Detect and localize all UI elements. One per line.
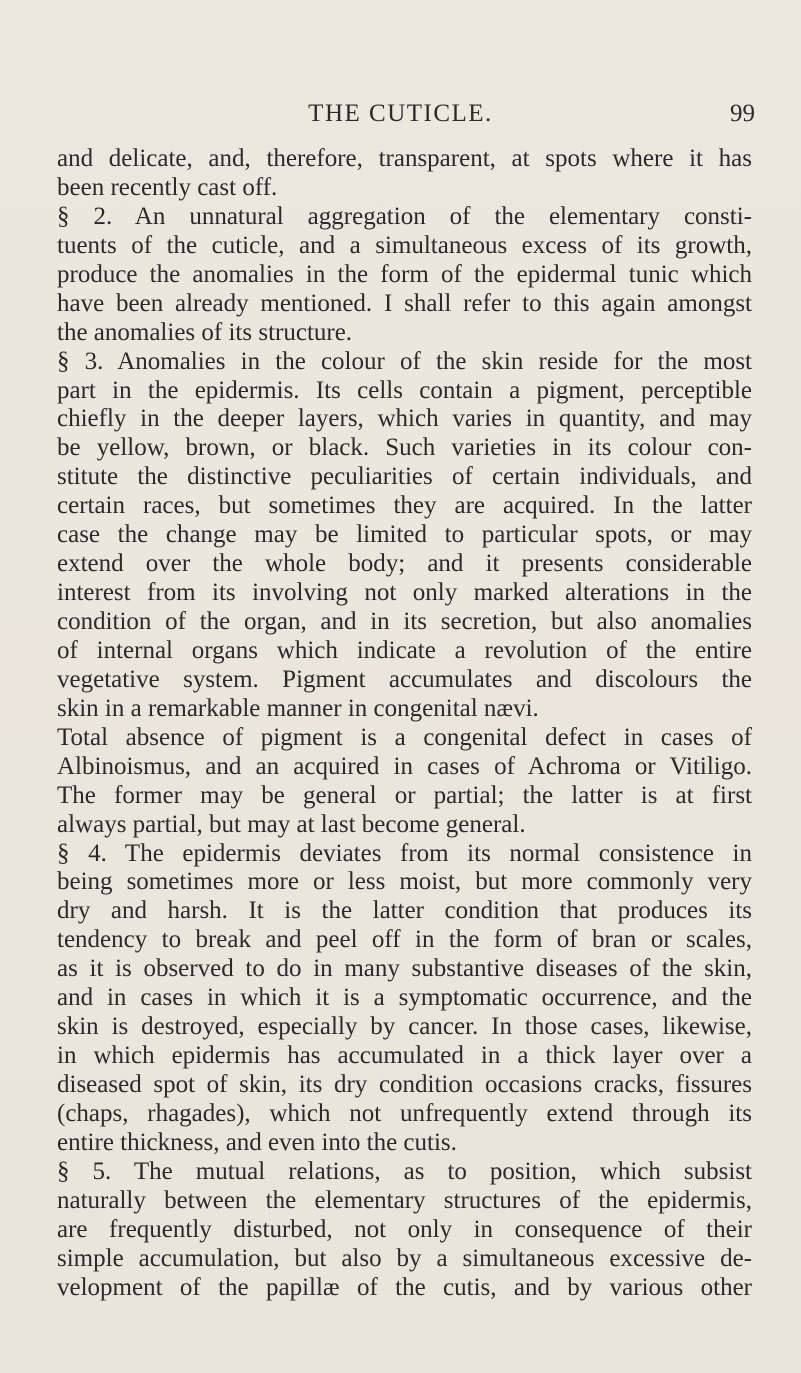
text-line: the anomalies of its structure. — [57, 318, 353, 346]
text-line: § 3. Anomalies in the colour of the skin reside for the most — [57, 347, 752, 375]
text-line: condition of the organ, and in its secretion, but also anomalies — [57, 608, 752, 635]
text-line: tendency to break and peel off in the form of bran or scales, — [57, 926, 752, 954]
text-line: diseased spot of skin, its dry condition occasions cracks, fissures — [57, 1071, 752, 1098]
text-line: produce the anomalies in the form of the epidermal tunic which — [57, 260, 752, 288]
text-line: naturally between the elementary structures of the epidermis, — [57, 1186, 752, 1214]
text-line: as it is observed to do in many substantive diseases of the skin, — [57, 955, 752, 983]
body-text — [57, 145, 752, 1303]
text-line: be yellow, brown, or black. Such varieties in its colour con- — [57, 434, 752, 462]
text-line: of internal organs which indicate a revolution of the entire — [57, 636, 752, 664]
text-line: (chaps, rhagades), which not unfrequently extend through its — [57, 1099, 752, 1127]
text-line: § 4. The epidermis deviates from its normal consistence in — [57, 839, 752, 867]
text-line: have been already mentioned. I shall refer to this again amongst — [57, 289, 752, 317]
running-head: THE CUTICLE. — [308, 100, 493, 127]
text-line: Total absence of pigment is a congenital defect in cases of — [57, 723, 752, 751]
text-line: dry and harsh. It is the latter condition that produces its — [57, 897, 752, 925]
text-line: in which epidermis has accumulated in a thick layer over a — [57, 1042, 752, 1070]
text-line: part in the epidermis. Its cells contain a pigment, perceptible — [57, 376, 752, 404]
text-line: tuents of the cuticle, and a simultaneous excess of its growth, — [57, 231, 752, 259]
text-line: are frequently disturbed, not only in consequence of their — [57, 1215, 752, 1243]
text-line: extend over the whole body; and it presents considerable — [57, 550, 752, 578]
text-line: Albinoismus, and an acquired in cases of Achroma or Vitiligo. — [57, 752, 752, 780]
text-line: and in cases in which it is a symptomatic occurrence, and the — [57, 984, 752, 1012]
text-line: § 2. An unnatural aggregation of the elementary consti- — [57, 202, 752, 230]
text-line: certain races, but sometimes they are acquired. In the latter — [57, 492, 752, 520]
text-line: vegetative system. Pigment accumulates and discolours the — [57, 665, 752, 693]
text-line: simple accumulation, but also by a simultaneous excessive de- — [57, 1244, 752, 1272]
text-line: skin in a remarkable manner in congenital nævi. — [57, 694, 539, 722]
text-line: been recently cast off. — [57, 173, 278, 201]
page-header — [0, 100, 801, 134]
text-line: case the change may be limited to particular spots, or may — [57, 521, 752, 549]
text-line: The former may be general or partial; the latter is at first — [57, 781, 752, 809]
text-line: § 5. The mutual relations, as to position, which subsist — [57, 1157, 752, 1185]
text-line: stitute the distinctive peculiarities of certain individuals, and — [57, 463, 752, 491]
text-line: chiefly in the deeper layers, which varies in quantity, and may — [57, 405, 752, 433]
text-line: skin is destroyed, especially by cancer. In those cases, likewise, — [57, 1013, 752, 1041]
text-line: velopment of the papillæ of the cutis, and by various other — [57, 1273, 752, 1301]
text-line: entire thickness, and even into the cutis. — [57, 1128, 457, 1156]
text-line: always partial, but may at last become general. — [57, 810, 526, 838]
text-line: being sometimes more or less moist, but more commonly very — [57, 868, 752, 896]
text-line: interest from its involving not only marked alterations in the — [57, 579, 752, 607]
text-line: and delicate, and, therefore, transparent, at spots where it has — [57, 145, 752, 172]
page-number: 99 — [730, 100, 755, 127]
